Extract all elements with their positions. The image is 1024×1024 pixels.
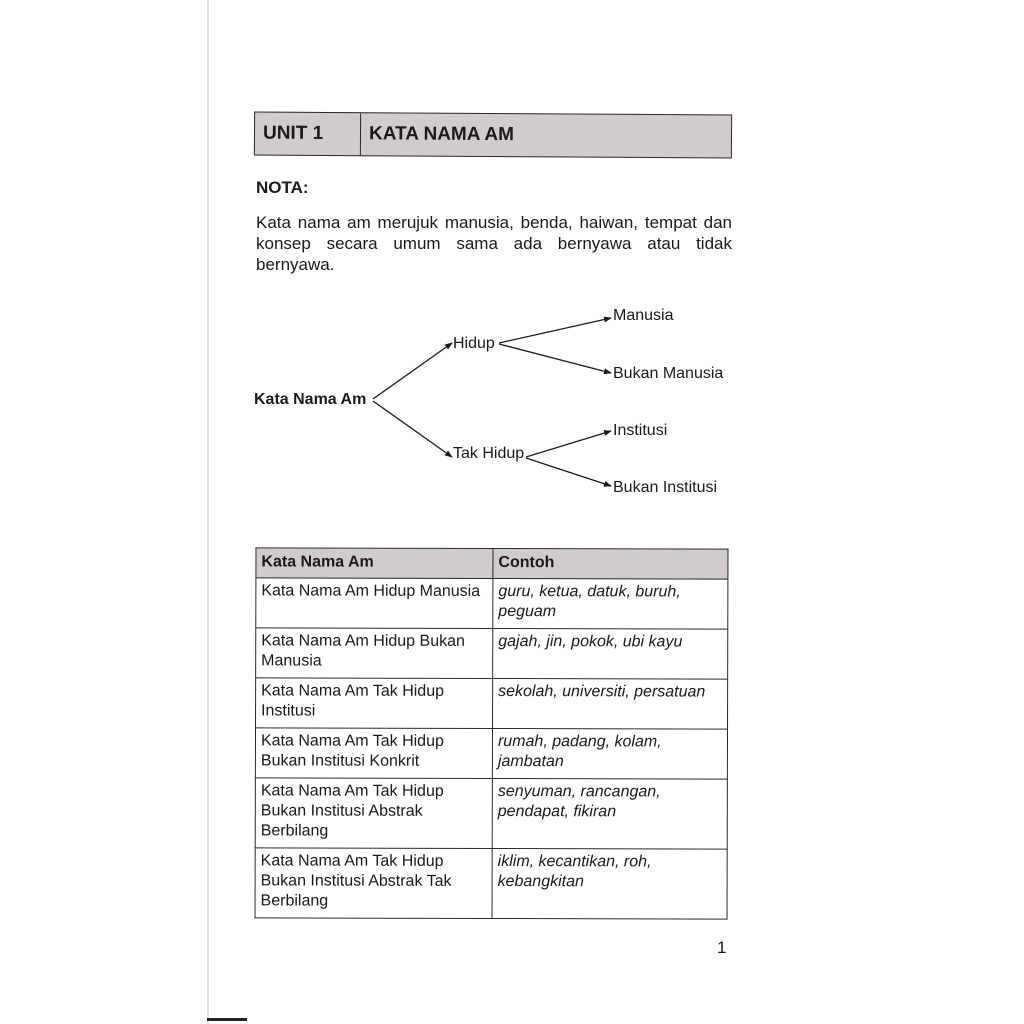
unit-title: KATA NAMA AM — [368, 123, 515, 146]
unit-header — [254, 112, 732, 159]
diagram-leaf-bukan-institusi: Bukan Institusi — [613, 479, 718, 496]
arrow-hidup-to-bukan-manusia — [499, 344, 611, 373]
table-row — [256, 678, 728, 729]
diagram-leaf-institusi: Institusi — [613, 422, 668, 439]
page-spine-edge — [207, 0, 209, 1024]
row-examples: sekolah, universiti, persatuan — [493, 679, 728, 730]
arrow-hidup-to-manusia — [499, 318, 611, 343]
arrow-root-to-hidup — [373, 343, 452, 399]
row-examples: senyuman, rancangan, pendapat, fikiran — [492, 779, 727, 850]
row-type: Kata Nama Am Tak Hidup Institusi — [256, 678, 493, 729]
row-examples: guru, ketua, datuk, buruh, peguam — [493, 579, 728, 630]
table-row — [255, 778, 727, 849]
diagram-leaf-bukan-manusia: Bukan Manusia — [613, 365, 724, 382]
row-type: Kata Nama Am Hidup Bukan Manusia — [256, 628, 493, 679]
nota-label: NOTA: — [256, 178, 309, 197]
arrow-tak-hidup-to-bukan-institusi — [526, 458, 611, 486]
row-type: Kata Nama Am Hidup Manusia — [256, 578, 493, 629]
row-type: Kata Nama Am Tak Hidup Bukan Institusi Abstrak Berbilang — [255, 778, 492, 849]
page-number: 1 — [717, 938, 727, 957]
diagram-leaf-manusia: Manusia — [613, 307, 674, 324]
diagram-root: Kata Nama Am — [254, 391, 367, 408]
diagram-node-tak-hidup: Tak Hidup — [453, 445, 525, 462]
table-row — [255, 728, 727, 779]
unit-number: UNIT 1 — [255, 113, 361, 156]
table-row — [255, 848, 727, 919]
row-examples: iklim, kecantikan, roh, kebangkitan — [492, 849, 727, 920]
nota-paragraph: Kata nama am merujuk manusia, benda, haiwan, tempat dan konsep secara umum sama ada bernyawa atau tidak bernyawa. — [256, 213, 732, 274]
column-header-examples: Contoh — [493, 549, 728, 580]
table-row — [256, 628, 728, 679]
row-examples: rumah, padang, kolam, jambatan — [492, 729, 727, 780]
row-type: Kata Nama Am Tak Hidup Bukan Institusi Konkrit — [255, 728, 492, 779]
row-type: Kata Nama Am Tak Hidup Bukan Institusi Abstrak Tak Berbilang — [255, 848, 492, 919]
diagram-node-hidup: Hidup — [453, 335, 495, 352]
arrow-root-to-tak-hidup — [373, 401, 452, 457]
column-header-type: Kata Nama Am — [256, 548, 493, 579]
page-corner-edge — [207, 1018, 247, 1021]
table-row — [256, 578, 728, 629]
kata-nama-am-table — [255, 547, 729, 919]
classification-diagram — [240, 295, 760, 515]
row-examples: gajah, jin, pokok, ubi kayu — [493, 629, 728, 680]
table-header-row — [256, 548, 728, 579]
arrow-tak-hidup-to-institusi — [526, 431, 611, 457]
